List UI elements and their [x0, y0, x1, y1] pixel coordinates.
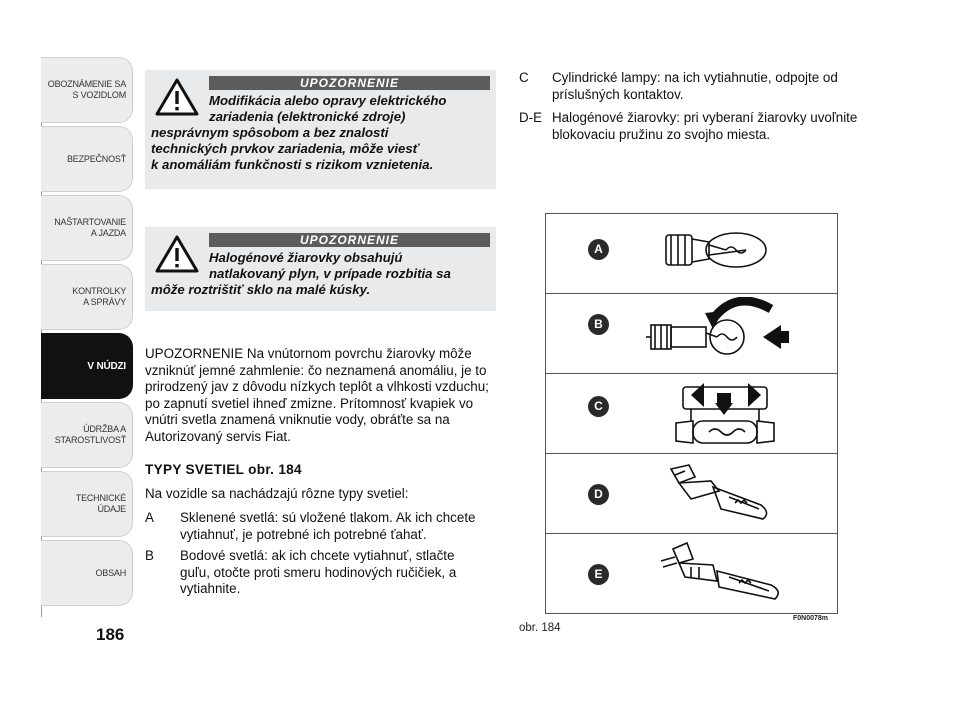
section-heading: TYPY SVETIEL obr. 184: [145, 462, 302, 477]
figure-row-a: [546, 214, 837, 294]
figure-label-e: E: [588, 564, 609, 585]
list-item-d-e: D-E Halogénové žiarovky: pri vyberaní žiarovky uvoľnite blokovaciu pružinu zo svojho miesta.: [519, 110, 858, 142]
figure-row-e: [546, 534, 837, 614]
sidebar-tab-technicke[interactable]: TECHNICKÉ ÚDAJE: [41, 471, 133, 537]
warning-heading: UPOZORNENIE: [209, 233, 490, 247]
halogen-bulb-d-icon: [631, 457, 831, 531]
warning-box-modification: [145, 70, 496, 189]
sidebar-tab-v-nudzi[interactable]: V NÚDZI: [41, 333, 133, 399]
figure-label-d: D: [588, 484, 609, 505]
sidebar-tab-nastartovanie[interactable]: NAŠTARTOVANIE A JAZDA: [41, 195, 133, 261]
figure-label-c: C: [588, 396, 609, 417]
list-item-a: A Sklenené svetlá: sú vložené tlakom. Ak ich chcete vytiahnuť, je potrebné ich potrebné ťahať.: [145, 510, 476, 542]
sidebar-tab-kontrolky[interactable]: KONTROLKY A SPRÁVY: [41, 264, 133, 330]
figure-row-d: [546, 454, 837, 534]
warning-triangle-icon: [155, 78, 199, 116]
figure-row-b: [546, 294, 837, 374]
warning-triangle-icon: [155, 235, 199, 273]
sidebar-tab-oboznamenie[interactable]: OBOZNÁMENIE SA S VOZIDLOM: [41, 57, 133, 123]
warning-box-halogen: [145, 227, 496, 311]
sidebar-tab-obsah[interactable]: OBSAH: [41, 540, 133, 606]
figure-label-a: A: [588, 239, 609, 260]
cylindrical-lamp-icon: [631, 377, 831, 451]
section-intro: Na vozidle sa nachádzajú rôzne typy svetiel:: [145, 486, 409, 501]
warning-heading: UPOZORNENIE: [209, 76, 490, 90]
condensation-note: UPOZORNENIE Na vnútornom povrchu žiarovky môže vzniknúť jemné zahmlenie: čo neznamená anomáliu, je to prirodzený jav z dôvodu nízkych teplôt a vlhkosti vzduchu; po zapnutí svetiel ihneď zmizne. Prítomnosť kvapiek vo vnútri svetla znamená vniknutie vody, obráťte sa na Autorizovaný servis Fiat.: [145, 346, 489, 444]
bayonet-bulb-icon: [631, 297, 831, 371]
figure-caption: obr. 184: [519, 622, 561, 634]
list-item-c: C Cylindrické lampy: na ich vytiahnutie, odpojte od príslušných kontaktov.: [519, 70, 838, 102]
warning-text: Modifikácia alebo opravy elektrického zariadenia (elektronické zdroje) nesprávnym spôsobom a bez znalosti technických prvkov zariadenia, môže viesť k anomáliám funkčnosti s rizikom vznietenia.: [151, 93, 447, 172]
bulb-types-figure: [545, 213, 838, 614]
figure-row-c: [546, 374, 837, 454]
sidebar-tab-bezpecnost[interactable]: BEZPEČNOSŤ: [41, 126, 133, 192]
page-number: 186: [96, 625, 125, 644]
list-item-b: B Bodové svetlá: ak ich chcete vytiahnuť, stlačte guľu, otočte proti smeru hodinových ručičiek, a vytiahnite.: [145, 548, 457, 596]
figure-code: F0N0078m: [793, 615, 829, 622]
figure-label-b: B: [588, 314, 609, 335]
halogen-bulb-e-icon: [631, 537, 831, 611]
warning-text: Halogénové žiarovky obsahujú natlakovaný plyn, v prípade rozbitia sa môže roztrištiť sklo na malé kúsky.: [151, 250, 451, 297]
glass-bulb-icon: [631, 217, 831, 291]
sidebar: [41, 57, 133, 609]
sidebar-tab-udrzba[interactable]: ÚDRŽBA A STAROSTLIVOSŤ: [41, 402, 133, 468]
